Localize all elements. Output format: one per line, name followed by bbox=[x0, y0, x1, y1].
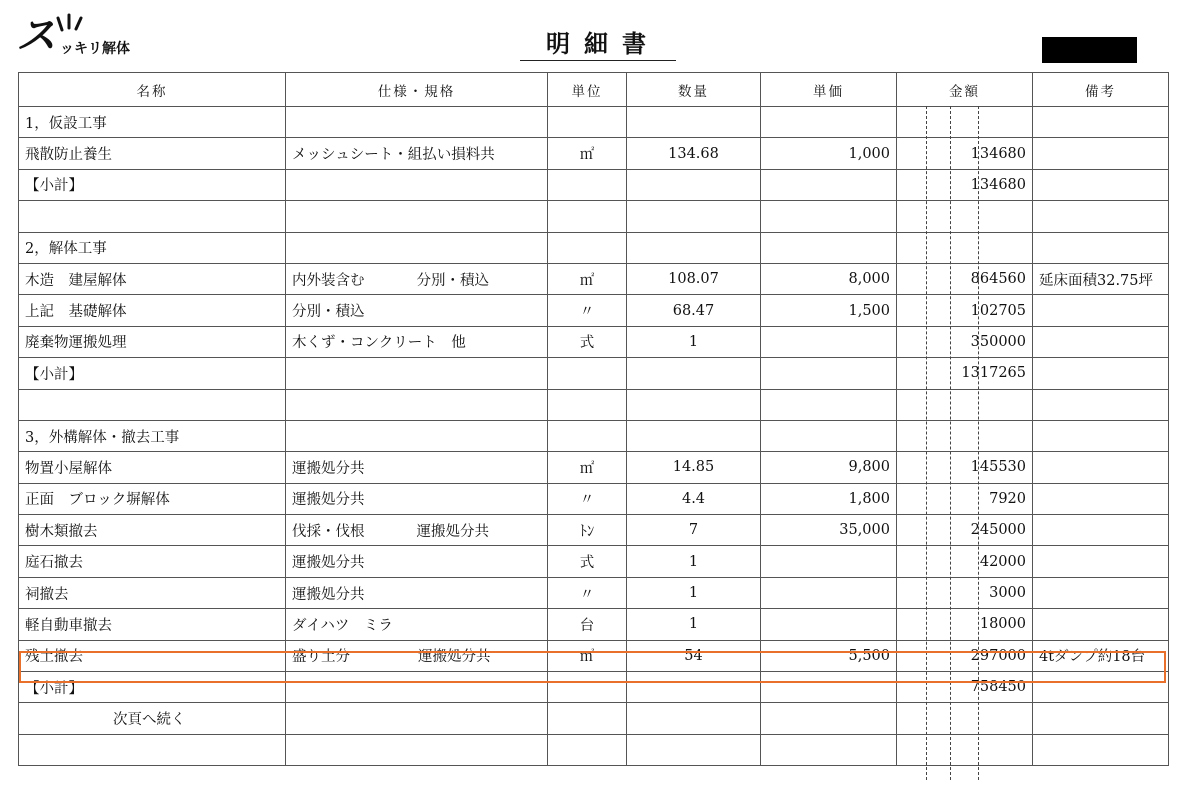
item-name: 飛散防止養生 bbox=[19, 138, 286, 169]
table-row bbox=[19, 138, 1169, 169]
item-unit: 式 bbox=[548, 546, 627, 577]
item-amount bbox=[897, 389, 1033, 420]
item-name bbox=[19, 734, 286, 765]
item-qty: 7 bbox=[627, 515, 761, 546]
item-price: 8,000 bbox=[761, 263, 897, 294]
table-header-row bbox=[19, 73, 1169, 107]
item-price bbox=[761, 169, 897, 200]
item-qty: 14.85 bbox=[627, 452, 761, 483]
table-row bbox=[19, 326, 1169, 357]
item-unit bbox=[548, 169, 627, 200]
item-note bbox=[1033, 201, 1169, 232]
item-amount bbox=[897, 734, 1033, 765]
table-row bbox=[19, 703, 1169, 734]
table-row bbox=[19, 672, 1169, 703]
item-note bbox=[1033, 295, 1169, 326]
item-unit: 式 bbox=[548, 326, 627, 357]
item-spec bbox=[286, 169, 548, 200]
item-spec bbox=[286, 201, 548, 232]
item-qty: 54 bbox=[627, 640, 761, 671]
item-qty bbox=[627, 703, 761, 734]
item-qty bbox=[627, 420, 761, 451]
item-spec-primary: 内外装含む bbox=[292, 272, 365, 289]
item-spec-secondary: 運搬処分共 bbox=[418, 649, 491, 666]
item-qty: 4.4 bbox=[627, 483, 761, 514]
item-amount: 864560 bbox=[897, 263, 1033, 294]
table-row bbox=[19, 734, 1169, 765]
item-name: 樹木類撤去 bbox=[19, 515, 286, 546]
item-qty bbox=[627, 232, 761, 263]
item-note bbox=[1033, 609, 1169, 640]
item-price bbox=[761, 577, 897, 608]
item-amount bbox=[897, 107, 1033, 138]
item-unit bbox=[548, 389, 627, 420]
item-spec bbox=[286, 263, 548, 294]
item-amount bbox=[897, 201, 1033, 232]
item-amount: 758450 bbox=[897, 672, 1033, 703]
item-note bbox=[1033, 703, 1169, 734]
item-spec-secondary: 運搬処分共 bbox=[416, 523, 489, 540]
item-name: 正面 ブロック塀解体 bbox=[19, 483, 286, 514]
item-spec bbox=[286, 672, 548, 703]
item-name: 軽自動車撤去 bbox=[19, 609, 286, 640]
item-price: 1,000 bbox=[761, 138, 897, 169]
item-note bbox=[1033, 672, 1169, 703]
item-amount: 3000 bbox=[897, 577, 1033, 608]
table-row bbox=[19, 232, 1169, 263]
item-name: 【小計】 bbox=[19, 169, 286, 200]
page-title: 明細書 bbox=[520, 28, 676, 61]
item-price bbox=[761, 703, 897, 734]
item-spec bbox=[286, 734, 548, 765]
item-amount: 1317265 bbox=[897, 358, 1033, 389]
item-spec bbox=[286, 326, 548, 357]
item-name: 祠撤去 bbox=[19, 577, 286, 608]
item-spec bbox=[286, 358, 548, 389]
item-note bbox=[1033, 420, 1169, 451]
item-note: 延床面積32.75坪 bbox=[1033, 263, 1169, 294]
item-price bbox=[761, 326, 897, 357]
item-qty bbox=[627, 389, 761, 420]
table-row bbox=[19, 358, 1169, 389]
table-row bbox=[19, 389, 1169, 420]
table-row bbox=[19, 420, 1169, 451]
item-note bbox=[1033, 107, 1169, 138]
item-amount: 18000 bbox=[897, 609, 1033, 640]
item-spec bbox=[286, 483, 548, 514]
item-name: 上記 基礎解体 bbox=[19, 295, 286, 326]
item-price bbox=[761, 201, 897, 232]
item-spec-primary: 分別・積込 bbox=[292, 304, 365, 321]
item-price bbox=[761, 420, 897, 451]
item-price: 1,500 bbox=[761, 295, 897, 326]
item-note bbox=[1033, 734, 1169, 765]
item-price bbox=[761, 107, 897, 138]
item-amount bbox=[897, 232, 1033, 263]
item-unit: ㎡ bbox=[548, 138, 627, 169]
item-price bbox=[761, 389, 897, 420]
item-name: 木造 建屋解体 bbox=[19, 263, 286, 294]
item-spec-primary: ダイハツ ミラ bbox=[292, 617, 393, 634]
item-spec-primary: 運搬処分共 bbox=[292, 586, 365, 603]
item-name: 1，仮設工事 bbox=[19, 107, 286, 138]
item-unit bbox=[548, 734, 627, 765]
header-spec: 仕様・規格 bbox=[286, 73, 548, 107]
item-spec bbox=[286, 138, 548, 169]
item-qty bbox=[627, 201, 761, 232]
item-price: 5,500 bbox=[761, 640, 897, 671]
item-qty bbox=[627, 734, 761, 765]
item-name: 庭石撤去 bbox=[19, 546, 286, 577]
item-unit: ㎡ bbox=[548, 263, 627, 294]
item-spec bbox=[286, 107, 548, 138]
item-price bbox=[761, 232, 897, 263]
item-note bbox=[1033, 483, 1169, 514]
item-amount: 134680 bbox=[897, 169, 1033, 200]
table-row bbox=[19, 295, 1169, 326]
item-amount: 145530 bbox=[897, 452, 1033, 483]
item-spec bbox=[286, 295, 548, 326]
item-price: 1,800 bbox=[761, 483, 897, 514]
item-price bbox=[761, 546, 897, 577]
header-unit: 単位 bbox=[548, 73, 627, 107]
table-row bbox=[19, 577, 1169, 608]
item-spec-secondary: 分別・積込 bbox=[416, 272, 489, 289]
item-spec bbox=[286, 389, 548, 420]
item-price bbox=[761, 734, 897, 765]
item-note bbox=[1033, 232, 1169, 263]
table-row bbox=[19, 546, 1169, 577]
table-row bbox=[19, 201, 1169, 232]
item-name: 次頁へ続く bbox=[19, 703, 286, 734]
item-note bbox=[1033, 358, 1169, 389]
item-note bbox=[1033, 515, 1169, 546]
item-note bbox=[1033, 169, 1169, 200]
item-price: 35,000 bbox=[761, 515, 897, 546]
item-spec-primary: 運搬処分共 bbox=[292, 492, 365, 509]
item-note bbox=[1033, 389, 1169, 420]
table-row bbox=[19, 263, 1169, 294]
item-unit bbox=[548, 420, 627, 451]
item-amount: 134680 bbox=[897, 138, 1033, 169]
item-note bbox=[1033, 577, 1169, 608]
header-note: 備考 bbox=[1033, 73, 1169, 107]
header-name: 名称 bbox=[19, 73, 286, 107]
item-spec-primary: 伐採・伐根 bbox=[292, 523, 365, 540]
item-unit: 〃 bbox=[548, 483, 627, 514]
item-unit bbox=[548, 232, 627, 263]
item-note bbox=[1033, 546, 1169, 577]
item-price bbox=[761, 609, 897, 640]
item-spec-primary: 盛り土分 bbox=[292, 649, 350, 666]
item-qty: 1 bbox=[627, 546, 761, 577]
item-spec-primary: 運搬処分共 bbox=[292, 555, 365, 572]
item-spec bbox=[286, 515, 548, 546]
table-row bbox=[19, 515, 1169, 546]
item-spec-primary: 木くず・コンクリート 他 bbox=[292, 335, 466, 352]
item-spec bbox=[286, 703, 548, 734]
item-name: 残土撤去 bbox=[19, 640, 286, 671]
item-spec bbox=[286, 640, 548, 671]
item-amount bbox=[897, 703, 1033, 734]
item-name: 【小計】 bbox=[19, 672, 286, 703]
item-amount: 42000 bbox=[897, 546, 1033, 577]
item-name: 3，外構解体・撤去工事 bbox=[19, 420, 286, 451]
item-note: 4tダンプ約18台 bbox=[1033, 640, 1169, 671]
item-spec bbox=[286, 546, 548, 577]
item-amount: 245000 bbox=[897, 515, 1033, 546]
item-spec bbox=[286, 577, 548, 608]
item-unit bbox=[548, 201, 627, 232]
item-price: 9,800 bbox=[761, 452, 897, 483]
item-amount: 7920 bbox=[897, 483, 1033, 514]
item-unit bbox=[548, 107, 627, 138]
item-name: 物置小屋解体 bbox=[19, 452, 286, 483]
item-amount: 297000 bbox=[897, 640, 1033, 671]
item-name bbox=[19, 389, 286, 420]
item-name: 廃棄物運搬処理 bbox=[19, 326, 286, 357]
item-price bbox=[761, 672, 897, 703]
item-qty bbox=[627, 107, 761, 138]
item-unit: ㎡ bbox=[548, 452, 627, 483]
item-name: 2，解体工事 bbox=[19, 232, 286, 263]
item-qty: 1 bbox=[627, 577, 761, 608]
item-note bbox=[1033, 138, 1169, 169]
detail-table bbox=[18, 72, 1169, 766]
item-unit bbox=[548, 358, 627, 389]
item-price bbox=[761, 358, 897, 389]
item-spec bbox=[286, 609, 548, 640]
item-amount bbox=[897, 420, 1033, 451]
item-note bbox=[1033, 452, 1169, 483]
table-row bbox=[19, 452, 1169, 483]
item-qty bbox=[627, 169, 761, 200]
table-row bbox=[19, 169, 1169, 200]
item-qty: 134.68 bbox=[627, 138, 761, 169]
header-price: 単価 bbox=[761, 73, 897, 107]
table-row bbox=[19, 640, 1169, 671]
item-qty bbox=[627, 672, 761, 703]
item-qty: 108.07 bbox=[627, 263, 761, 294]
item-unit: ㎡ bbox=[548, 640, 627, 671]
item-unit: 〃 bbox=[548, 577, 627, 608]
item-name: 【小計】 bbox=[19, 358, 286, 389]
redaction-block bbox=[1042, 37, 1137, 63]
logo-sub-text: ッキリ解体 bbox=[60, 41, 130, 57]
table-row bbox=[19, 107, 1169, 138]
item-spec bbox=[286, 452, 548, 483]
header-amount: 金額 bbox=[897, 73, 1033, 107]
item-unit: 〃 bbox=[548, 295, 627, 326]
item-amount: 102705 bbox=[897, 295, 1033, 326]
item-qty: 68.47 bbox=[627, 295, 761, 326]
item-spec-primary: 運搬処分共 bbox=[292, 460, 365, 477]
item-spec bbox=[286, 420, 548, 451]
item-unit bbox=[548, 672, 627, 703]
table-row bbox=[19, 609, 1169, 640]
item-name bbox=[19, 201, 286, 232]
item-qty: 1 bbox=[627, 609, 761, 640]
item-amount: 350000 bbox=[897, 326, 1033, 357]
item-qty bbox=[627, 358, 761, 389]
item-unit: ﾄﾝ bbox=[548, 515, 627, 546]
item-unit bbox=[548, 703, 627, 734]
logo-rays-icon bbox=[56, 12, 86, 32]
header-qty: 数量 bbox=[627, 73, 761, 107]
item-spec-primary: メッシュシート・組払い損料共 bbox=[292, 147, 495, 164]
item-qty: 1 bbox=[627, 326, 761, 357]
item-spec bbox=[286, 232, 548, 263]
logo-main-text: ス bbox=[16, 13, 56, 59]
table-row bbox=[19, 483, 1169, 514]
item-note bbox=[1033, 326, 1169, 357]
item-unit: 台 bbox=[548, 609, 627, 640]
company-logo bbox=[16, 14, 156, 64]
